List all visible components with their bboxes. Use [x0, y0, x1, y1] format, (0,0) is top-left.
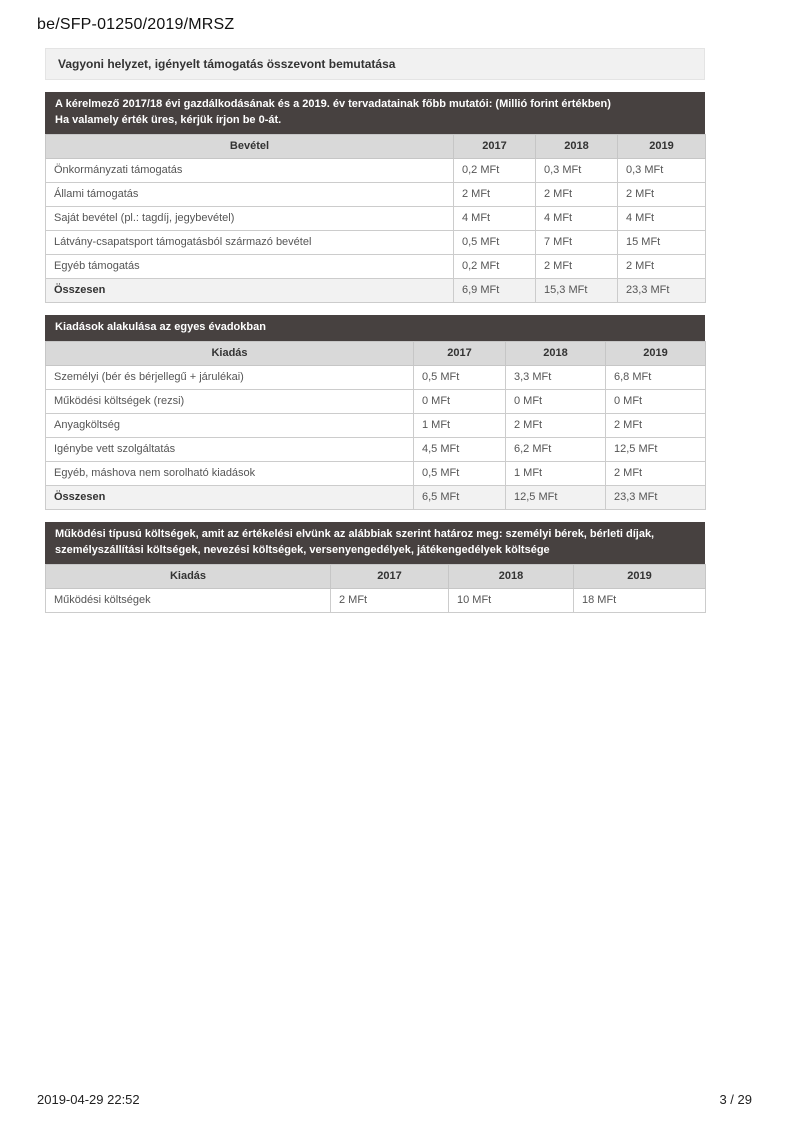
- value-cell: 4,5 MFt: [414, 437, 506, 461]
- column-header: 2019: [606, 341, 706, 365]
- column-header: 2018: [536, 134, 618, 158]
- document-id: be/SFP-01250/2019/MRSZ: [37, 16, 235, 33]
- value-cell: 10 MFt: [449, 588, 574, 612]
- revenue-table: [45, 134, 706, 303]
- value-cell: 7 MFt: [536, 230, 618, 254]
- value-cell: 6,9 MFt: [454, 278, 536, 302]
- column-header: Kiadás: [46, 564, 331, 588]
- value-cell: 0,5 MFt: [414, 461, 506, 485]
- value-cell: 0,5 MFt: [454, 230, 536, 254]
- value-cell: 1 MFt: [414, 413, 506, 437]
- value-cell: 2 MFt: [606, 461, 706, 485]
- table-row: [46, 158, 706, 182]
- footer-timestamp: 2019-04-29 22:52: [37, 1092, 140, 1107]
- value-cell: 15 MFt: [618, 230, 706, 254]
- revenue-header-row: [46, 134, 706, 158]
- row-label-cell: Összesen: [46, 278, 454, 302]
- table-row: [46, 365, 706, 389]
- column-header: 2018: [506, 341, 606, 365]
- row-label-cell: Saját bevétel (pl.: tagdíj, jegybevétel): [46, 206, 454, 230]
- value-cell: 23,3 MFt: [606, 485, 706, 509]
- value-cell: 6,2 MFt: [506, 437, 606, 461]
- value-cell: 2 MFt: [536, 182, 618, 206]
- column-header: 2017: [454, 134, 536, 158]
- value-cell: 23,3 MFt: [618, 278, 706, 302]
- table-row: [46, 206, 706, 230]
- value-cell: 12,5 MFt: [606, 437, 706, 461]
- value-cell: 0,2 MFt: [454, 158, 536, 182]
- row-label-cell: Összesen: [46, 485, 414, 509]
- row-label-cell: Látvány-csapatsport támogatásból származó bevétel: [46, 230, 454, 254]
- value-cell: 2 MFt: [606, 413, 706, 437]
- table-row: [46, 182, 706, 206]
- value-cell: 2 MFt: [618, 182, 706, 206]
- table-row: [46, 437, 706, 461]
- value-cell: 12,5 MFt: [506, 485, 606, 509]
- value-cell: 0 MFt: [606, 389, 706, 413]
- value-cell: 18 MFt: [574, 588, 706, 612]
- table-row: [46, 254, 706, 278]
- table-row: [46, 230, 706, 254]
- value-cell: 2 MFt: [454, 182, 536, 206]
- expense-table: [45, 341, 706, 510]
- table-row: [46, 413, 706, 437]
- column-header: Kiadás: [46, 341, 414, 365]
- value-cell: 1 MFt: [506, 461, 606, 485]
- column-header: 2017: [331, 564, 449, 588]
- revenue-note-line1: A kérelmező 2017/18 évi gazdálkodásának és a 2019. év tervadatainak főbb mutatói: (Millió forint értékben): [55, 98, 611, 110]
- value-cell: 0 MFt: [506, 389, 606, 413]
- table-row: [46, 461, 706, 485]
- page-footer: [37, 1092, 752, 1107]
- value-cell: 0,5 MFt: [414, 365, 506, 389]
- value-cell: 0 MFt: [414, 389, 506, 413]
- section-title: Vagyoni helyzet, igényelt támogatás összevont bemutatása: [45, 48, 705, 80]
- value-cell: 2 MFt: [618, 254, 706, 278]
- revenue-table-note: [45, 92, 705, 134]
- expense-table-note: Kiadások alakulása az egyes évadokban: [45, 315, 705, 341]
- value-cell: 6,5 MFt: [414, 485, 506, 509]
- row-label-cell: Működési költségek: [46, 588, 331, 612]
- page-content: [45, 48, 705, 613]
- revenue-note-line2: Ha valamely érték üres, kérjük írjon be 0-át.: [55, 113, 282, 126]
- value-cell: 2 MFt: [506, 413, 606, 437]
- row-label-cell: Egyéb támogatás: [46, 254, 454, 278]
- value-cell: 0,3 MFt: [618, 158, 706, 182]
- value-cell: 4 MFt: [454, 206, 536, 230]
- value-cell: 4 MFt: [618, 206, 706, 230]
- column-header: 2019: [574, 564, 706, 588]
- column-header: 2018: [449, 564, 574, 588]
- total-row: [46, 278, 706, 302]
- row-label-cell: Egyéb, máshova nem sorolható kiadások: [46, 461, 414, 485]
- column-header: 2017: [414, 341, 506, 365]
- value-cell: 0,2 MFt: [454, 254, 536, 278]
- table-row: [46, 389, 706, 413]
- operational-header-row: [46, 564, 706, 588]
- row-label-cell: Igénybe vett szolgáltatás: [46, 437, 414, 461]
- table-row: [46, 588, 706, 612]
- expense-header-row: [46, 341, 706, 365]
- row-label-cell: Működési költségek (rezsi): [46, 389, 414, 413]
- row-label-cell: Állami támogatás: [46, 182, 454, 206]
- row-label-cell: Önkormányzati támogatás: [46, 158, 454, 182]
- row-label-cell: Személyi (bér és bérjellegű + járulékai): [46, 365, 414, 389]
- value-cell: 15,3 MFt: [536, 278, 618, 302]
- operational-table-note: Működési típusú költségek, amit az értékelési elvünk az alábbiak szerint határoz meg: személyi bérek, bérleti díjak, személyszállítási költségek, nevezési költségek, versenyengedélyek, játékengedélyek költsége: [45, 522, 705, 564]
- total-row: [46, 485, 706, 509]
- column-header: 2019: [618, 134, 706, 158]
- value-cell: 2 MFt: [536, 254, 618, 278]
- value-cell: 6,8 MFt: [606, 365, 706, 389]
- value-cell: 2 MFt: [331, 588, 449, 612]
- operational-section: [45, 522, 705, 613]
- column-header: Bevétel: [46, 134, 454, 158]
- expense-section: [45, 315, 705, 510]
- value-cell: 3,3 MFt: [506, 365, 606, 389]
- value-cell: 0,3 MFt: [536, 158, 618, 182]
- value-cell: 4 MFt: [536, 206, 618, 230]
- operational-table: [45, 564, 706, 613]
- revenue-section: [45, 92, 705, 303]
- row-label-cell: Anyagköltség: [46, 413, 414, 437]
- footer-page-number: 3 / 29: [719, 1092, 752, 1107]
